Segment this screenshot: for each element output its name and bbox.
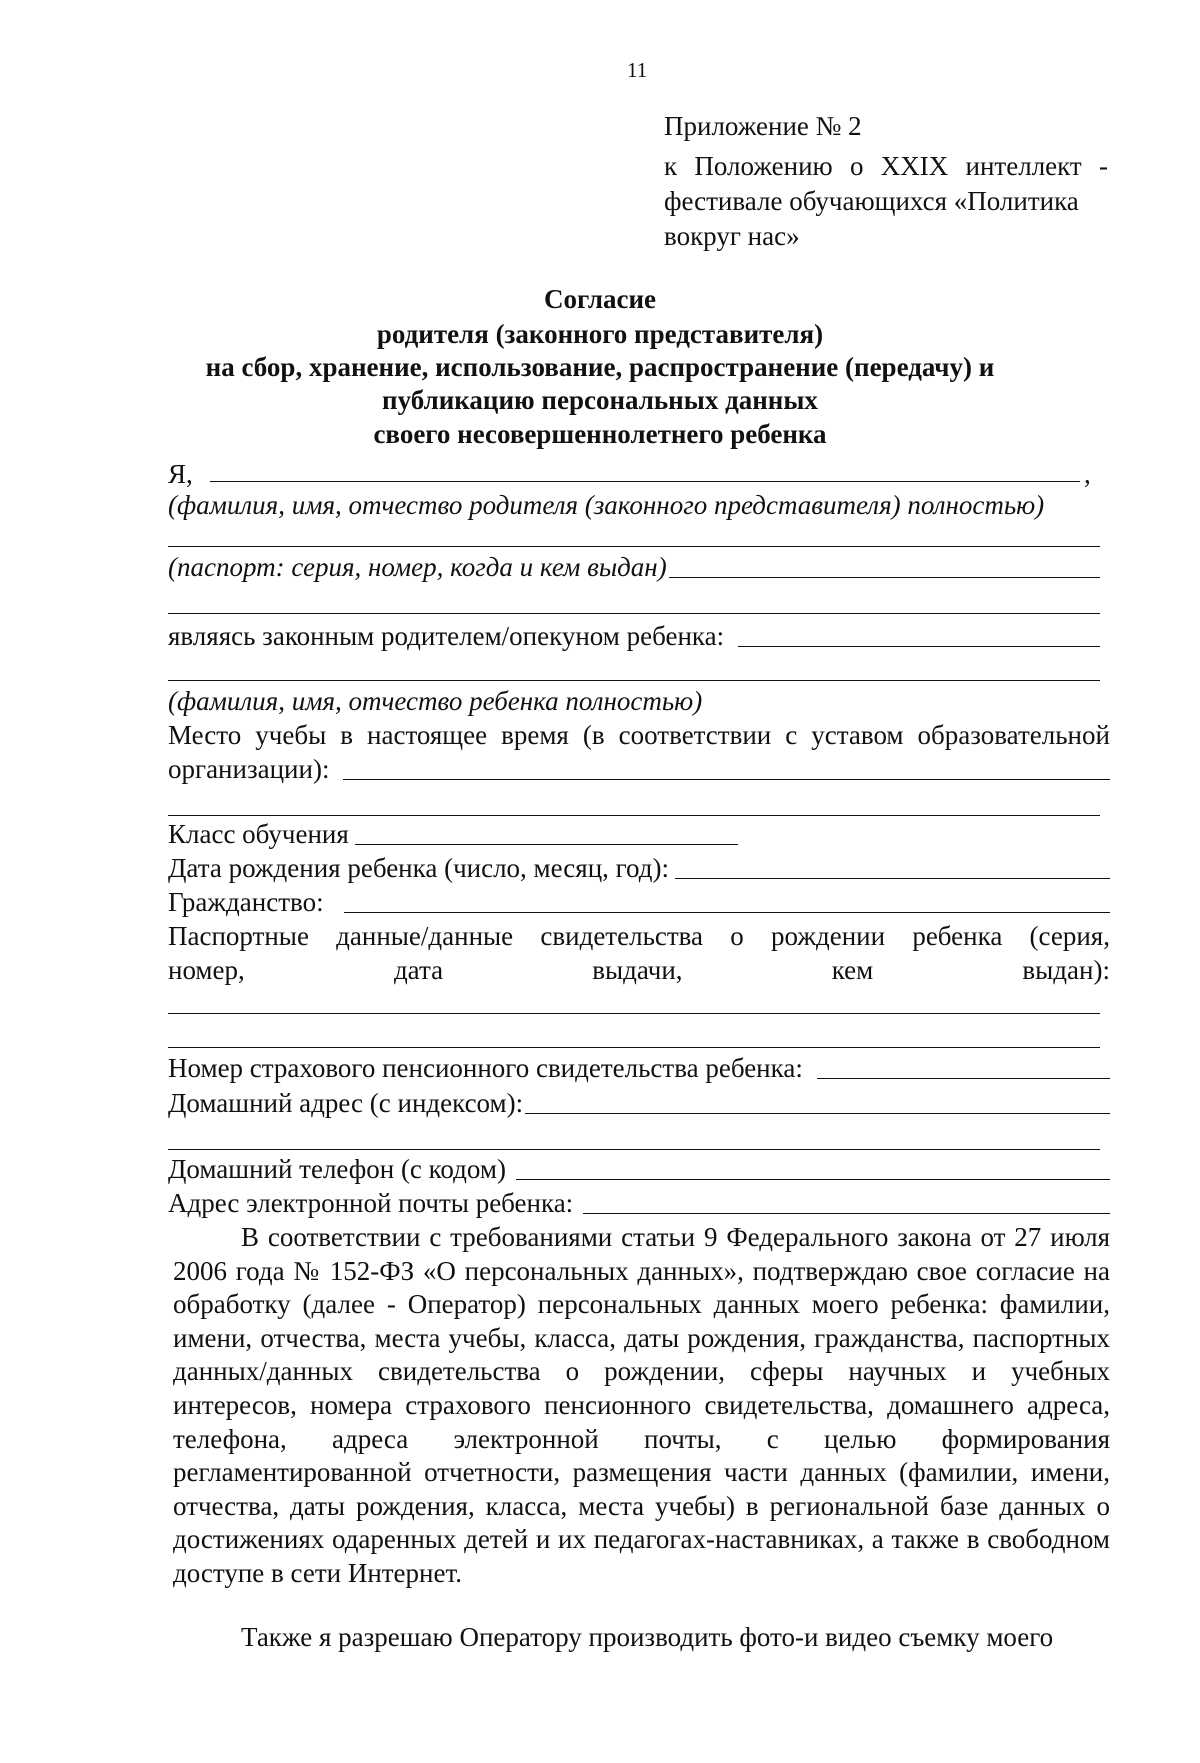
school-line-1 — [168, 719, 1110, 752]
snils-row — [168, 1052, 1110, 1085]
passport-child-line-1 — [168, 920, 1110, 953]
child-name-hint: (фамилия, имя, отчество ребенка полностью) — [168, 686, 703, 716]
appendix-line-1: Приложение № 2 — [664, 111, 862, 141]
appendix-line-2: к Положению о XXIX интеллект - — [664, 151, 1108, 181]
passport-field[interactable] — [669, 577, 1100, 578]
passport-child-word: (серия, — [1029, 921, 1110, 951]
ya-label: Я, — [168, 459, 193, 489]
passport-child-word: данные/данные — [336, 921, 514, 951]
child-name-field[interactable] — [168, 680, 1100, 681]
email-row — [168, 1187, 1110, 1220]
school-word: время — [501, 720, 569, 750]
passport-child-word: выдан): — [1022, 955, 1110, 985]
email-field[interactable] — [583, 1213, 1110, 1214]
passport-child-field-2[interactable] — [168, 1047, 1100, 1048]
guardian-label: являясь законным родителем/опекуном ребенка: — [168, 621, 725, 651]
address-label: Домашний адрес (с индексом): — [168, 1088, 524, 1118]
passport-child-word: кем — [831, 955, 874, 985]
appendix-line-3: фестивале обучающихся «Политика — [664, 186, 1079, 216]
appendix-line-4: вокруг нас» — [664, 221, 800, 251]
passport-child-word: дата — [393, 955, 444, 985]
parent-name-hint: (фамилия, имя, отчество родителя (законного представителя) полностью) — [168, 490, 1045, 520]
phone-label: Домашний телефон (с кодом) — [168, 1154, 506, 1184]
guardian-field[interactable] — [738, 646, 1100, 647]
phone-row — [168, 1153, 1110, 1186]
citizenship-field[interactable] — [344, 912, 1110, 913]
school-word: соответствии — [618, 720, 772, 750]
passport-child-word: Паспортные — [168, 921, 309, 951]
class-row — [168, 818, 738, 851]
passport-child-word: о — [730, 921, 744, 951]
title-line-1: Согласие — [543, 284, 657, 314]
birthdate-label: Дата рождения ребенка (число, месяц, год): — [168, 853, 670, 883]
consent-paragraph: В соответствии с требованиями статьи 9 Федерального закона от 27 июля 2006 года № 152-ФЗ «О персональных данных», подтверждаю свое согласие на обработку (далее - Оператор) персональных данных моего ребенка: фамилии, имени, отчества, места учебы, класса, даты рождения, гражданства, паспортных данных/данных свидетельства о рождении, сферы научных и учебных интересов, номера страхового пенсионного свидетельства, домашнего адреса, телефона, адреса электронной почты, с целью формирования регламентированной отчетности, размещения части данных (фамилии, имени, отчества, даты рождения, класса, места учебы) в региональной базе данных о достижениях одаренных детей и их педагогах-наставниках, а также в свободном доступе в сети Интернет. — [173, 1222, 1110, 1588]
passport-child-word: выдачи, — [592, 955, 683, 985]
school-word: Место — [168, 720, 242, 750]
school-word: в — [340, 720, 354, 750]
passport-child-word: номер, — [168, 955, 245, 985]
school-row — [168, 753, 1110, 786]
passport-hint: (паспорт: серия, номер, когда и кем выдан) — [168, 552, 667, 582]
school-word: (в — [582, 720, 605, 750]
phone-field[interactable] — [516, 1179, 1110, 1180]
passport-child-word: рождении — [771, 921, 886, 951]
passport-row — [168, 551, 1100, 584]
citizenship-label: Гражданство: — [168, 887, 324, 917]
page-number: 11 — [627, 58, 648, 82]
title-line-4: публикацию персональных данных — [382, 385, 818, 415]
parent-name-field-2[interactable] — [168, 546, 1100, 547]
class-label: Класс обучения — [168, 819, 349, 849]
parent-name-field[interactable] — [210, 481, 1080, 482]
school-field[interactable] — [343, 779, 1110, 780]
school-label: организации): — [168, 754, 330, 784]
photo-consent-paragraph: Также я разрешаю Оператору производить фото-и видео съемку моего — [241, 1622, 1054, 1652]
passport-field-2[interactable] — [168, 613, 1100, 614]
ya-comma: , — [1084, 459, 1091, 489]
passport-child-word: свидетельства — [540, 921, 704, 951]
email-label: Адрес электронной почты ребенка: — [168, 1188, 574, 1218]
passport-child-line-2 — [168, 954, 1110, 987]
title-line-3: на сбор, хранение, использование, распространение (передачу) и — [205, 352, 995, 382]
school-word: настоящее — [367, 720, 488, 750]
school-word: учебы — [255, 720, 327, 750]
guardian-row — [168, 620, 1100, 653]
address-field-2[interactable] — [168, 1149, 1100, 1150]
school-field-2[interactable] — [168, 815, 1100, 816]
snils-field[interactable] — [817, 1078, 1110, 1079]
school-word: образовательной — [917, 720, 1110, 750]
title-line-5: своего несовершеннолетнего ребенка — [373, 419, 827, 449]
birthdate-field[interactable] — [675, 878, 1110, 879]
address-field[interactable] — [525, 1113, 1110, 1114]
snils-label: Номер страхового пенсионного свидетельства ребенка: — [168, 1053, 803, 1083]
birthdate-row — [168, 852, 1110, 885]
school-word: уставом — [811, 720, 904, 750]
passport-child-field[interactable] — [168, 1013, 1100, 1014]
class-field[interactable] — [355, 844, 738, 845]
passport-child-word: ребенка — [912, 921, 1003, 951]
citizenship-row — [168, 886, 1110, 919]
title-line-2: родителя (законного представителя) — [376, 319, 824, 349]
school-word: с — [785, 720, 798, 750]
address-row — [168, 1087, 1110, 1120]
